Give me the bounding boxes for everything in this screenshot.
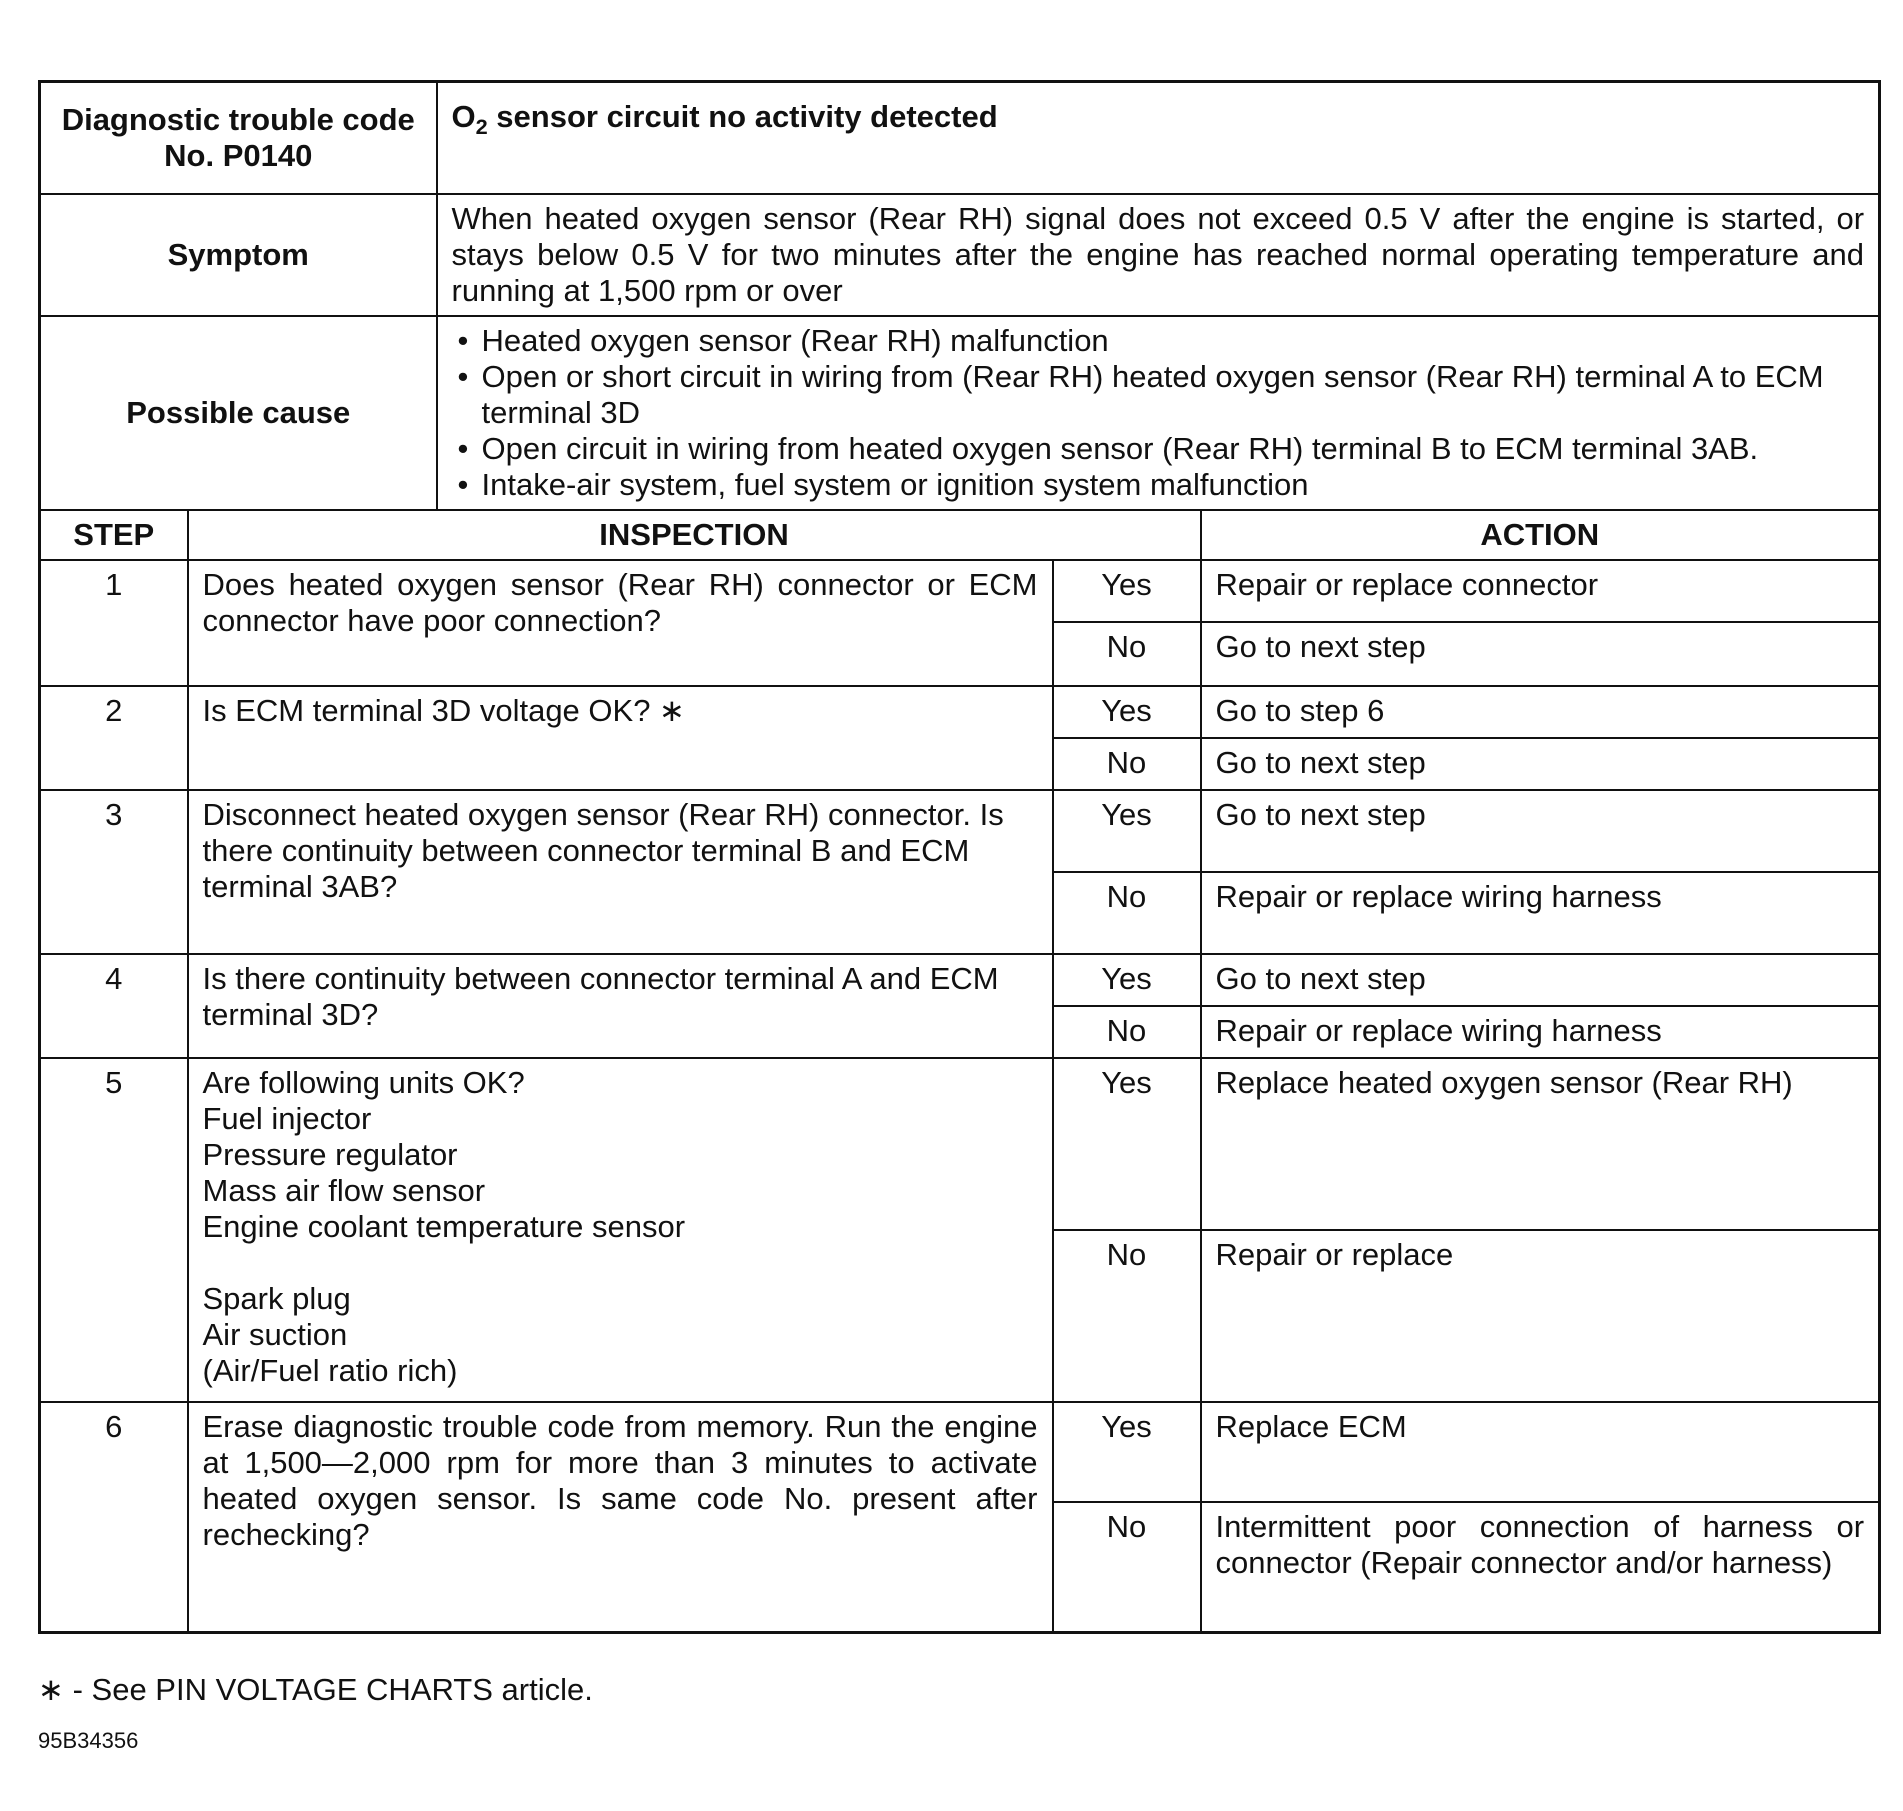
step-row-2-yes — [40, 686, 1880, 738]
step-row-3-yes — [40, 790, 1880, 872]
step-number: 1 — [40, 560, 188, 686]
diagnostic-table-container — [38, 80, 1878, 1634]
yes-action: Go to next step — [1201, 954, 1880, 1006]
yes-label: Yes — [1053, 1402, 1201, 1502]
no-action: Repair or replace wiring harness — [1201, 1006, 1880, 1058]
yes-action: Replace heated oxygen sensor (Rear RH) — [1201, 1058, 1880, 1230]
no-action: Intermittent poor connection of harness or connector (Repair connector and/or harness) — [1201, 1502, 1880, 1632]
no-label: No — [1053, 872, 1201, 954]
no-action: Go to next step — [1201, 622, 1880, 686]
no-action: Repair or replace wiring harness — [1201, 872, 1880, 954]
yes-label: Yes — [1053, 686, 1201, 738]
reference-code: 95B34356 — [38, 1728, 139, 1753]
inspection-line: Fuel injector — [202, 1101, 372, 1136]
inspection-line: Engine coolant temperature sensor — [202, 1209, 686, 1244]
yes-label: Yes — [1053, 790, 1201, 872]
no-action: Go to next step — [1201, 738, 1880, 790]
yes-action: Go to next step — [1201, 790, 1880, 872]
step-row-5-yes — [40, 1058, 1880, 1230]
cause-item: • Intake-air system, fuel system or ignition system malfunction — [482, 467, 1865, 503]
action-column-header: ACTION — [1201, 510, 1880, 560]
cause-row — [40, 316, 1880, 510]
step-inspection: Is there continuity between connector terminal A and ECM terminal 3D? — [188, 954, 1053, 1058]
yes-label: Yes — [1053, 1058, 1201, 1230]
cause-label: Possible cause — [40, 316, 437, 510]
title-subscript: 2 — [475, 114, 488, 140]
inspection-line: Pressure regulator — [202, 1137, 458, 1172]
symptom-row — [40, 194, 1880, 316]
no-label: No — [1053, 1230, 1201, 1402]
no-label: No — [1053, 622, 1201, 686]
step-number: 6 — [40, 1402, 188, 1632]
title-rest: sensor circuit no activity detected — [487, 99, 998, 134]
cause-item: • Heated oxygen sensor (Rear RH) malfunction — [482, 323, 1865, 359]
inspection-gap — [203, 1245, 1038, 1281]
step-inspection: Is ECM terminal 3D voltage OK? ∗ — [188, 686, 1053, 790]
step-row-4-yes — [40, 954, 1880, 1006]
inspection-line: (Air/Fuel ratio rich) — [202, 1353, 458, 1388]
step-number: 5 — [40, 1058, 188, 1402]
no-label: No — [1053, 738, 1201, 790]
step-row-1-yes — [40, 560, 1880, 622]
inspection-line: Spark plug — [202, 1281, 351, 1316]
cause-item: • Open or short circuit in wiring from (Rear RH) heated oxygen sensor (Rear RH) terminal A to ECM terminal 3D — [482, 359, 1865, 431]
cause-list-cell — [437, 316, 1880, 510]
step-inspection — [188, 1058, 1053, 1402]
step-inspection: Disconnect heated oxygen sensor (Rear RH) connector. Is there continuity between connector terminal B and ECM terminal 3AB? — [188, 790, 1053, 954]
step-number: 4 — [40, 954, 188, 1058]
footnote: ∗ - See PIN VOLTAGE CHARTS article. — [38, 1672, 593, 1707]
yes-label: Yes — [1053, 954, 1201, 1006]
step-row-6-yes — [40, 1402, 1880, 1502]
yes-label: Yes — [1053, 560, 1201, 622]
no-action: Repair or replace — [1201, 1230, 1880, 1402]
inspection-column-header: INSPECTION — [188, 510, 1201, 560]
step-inspection: Does heated oxygen sensor (Rear RH) connector or ECM connector have poor connection? — [188, 560, 1053, 686]
diagnostic-table — [38, 80, 1881, 1634]
cause-item: • Open circuit in wiring from heated oxygen sensor (Rear RH) terminal B to ECM terminal 3AB. — [482, 431, 1865, 467]
no-label: No — [1053, 1502, 1201, 1632]
inspection-line: Mass air flow sensor — [202, 1173, 486, 1208]
yes-action: Replace ECM — [1201, 1402, 1880, 1502]
code-label: Diagnostic trouble code No. P0140 — [40, 82, 437, 195]
symptom-label: Symptom — [40, 194, 437, 316]
code-row — [40, 82, 1880, 195]
step-number: 3 — [40, 790, 188, 954]
symptom-text: When heated oxygen sensor (Rear RH) signal does not exceed 0.5 V after the engine is started, or stays below 0.5 V for two minutes after the engine has reached normal operating temperature and running at 1,500 rpm or over — [437, 194, 1880, 316]
inspection-line: Air suction — [202, 1317, 348, 1352]
cause-list — [452, 323, 1865, 503]
yes-action: Go to step 6 — [1201, 686, 1880, 738]
code-title — [437, 82, 1880, 195]
yes-action: Repair or replace connector — [1201, 560, 1880, 622]
title-prefix: O — [451, 99, 476, 134]
step-number: 2 — [40, 686, 188, 790]
no-label: No — [1053, 1006, 1201, 1058]
column-header-row — [40, 510, 1880, 560]
inspection-line: Are following units OK? — [202, 1065, 525, 1100]
step-inspection: Erase diagnostic trouble code from memory. Run the engine at 1,500—2,000 rpm for more than 3 minutes to activate heated oxygen sensor. Is same code No. present after rechecking? — [188, 1402, 1053, 1632]
step-column-header: STEP — [40, 510, 188, 560]
